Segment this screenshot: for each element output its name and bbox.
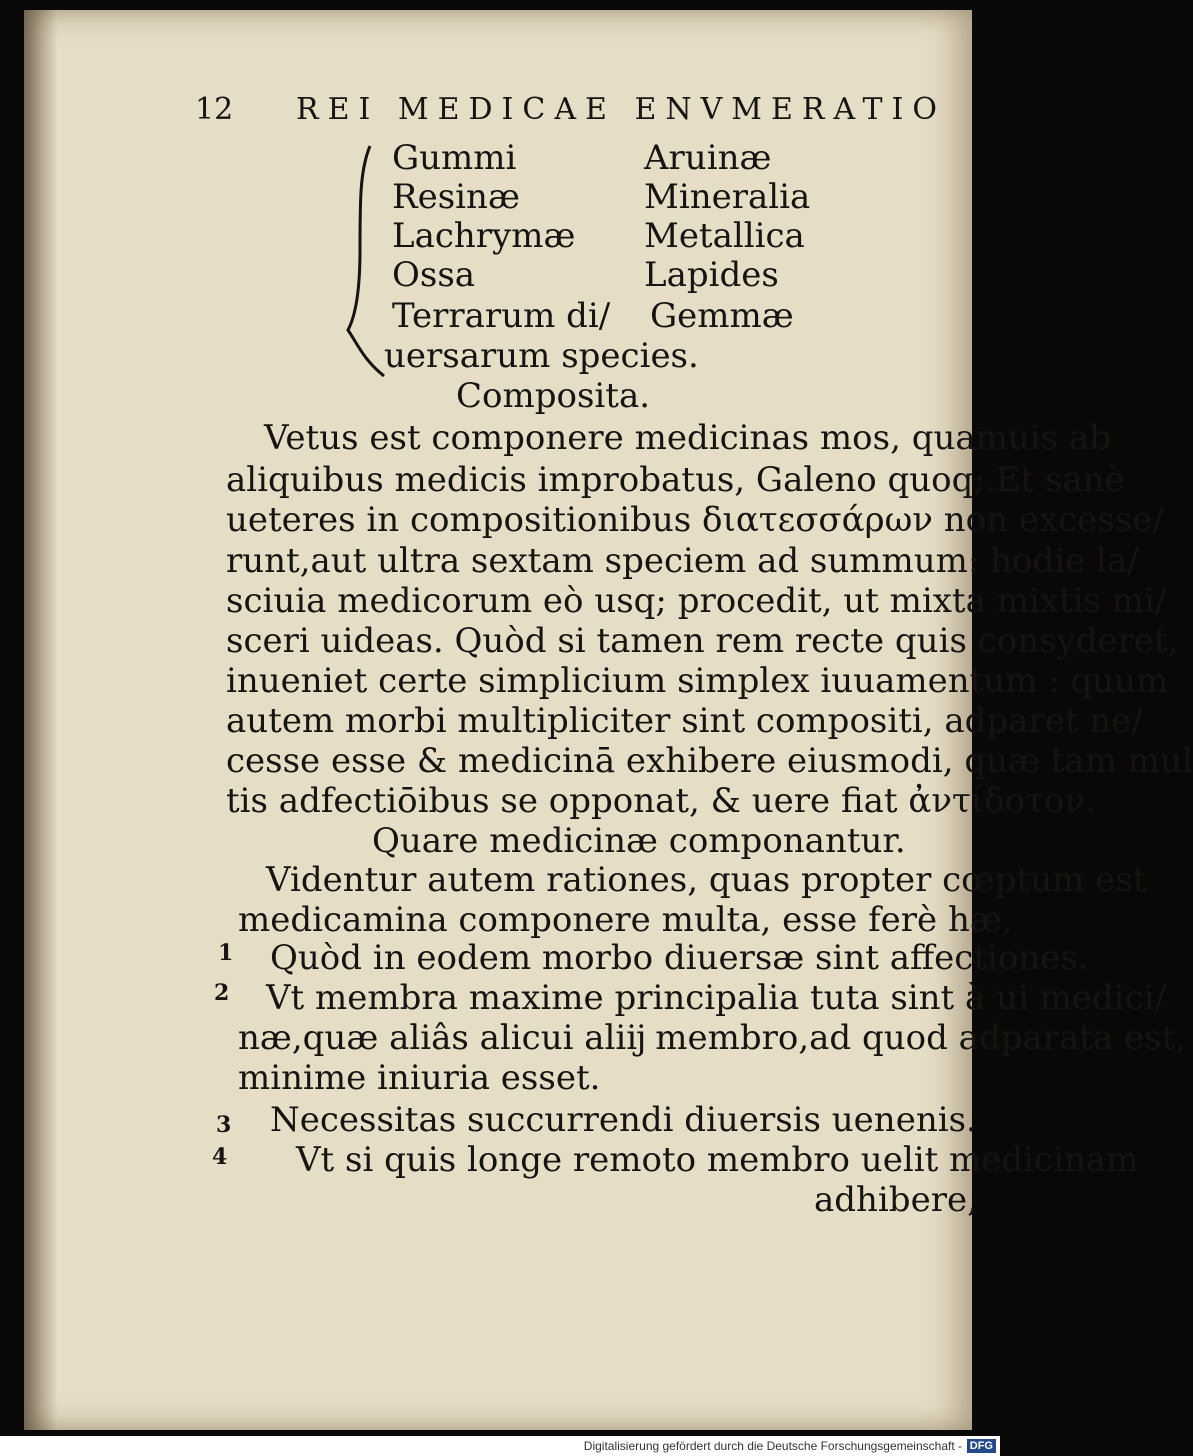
list-item: Lachrymæ [392, 216, 576, 256]
list-item: uersarum species. [384, 336, 699, 376]
list-item: Ossa [392, 255, 476, 295]
paragraph-line: tis adfectiōibus se opponat, & uere fiat ἀντίδοτον. [226, 781, 1096, 821]
paragraph-line: autem morbi multipliciter sint compositi, adparet ne/ [226, 701, 1143, 741]
section-heading: Quare medicinæ componantur. [372, 821, 906, 861]
paragraph-line: aliquibus medicis improbatus, Galeno quoq;.Et sanè [226, 460, 1125, 500]
spine-shadow [24, 10, 58, 1430]
numbered-item-line: adhibere, [814, 1180, 978, 1220]
footer-bar [0, 1436, 1000, 1456]
paragraph-line: Vetus est componere medicinas mos, quamuis ab [264, 418, 1111, 458]
numbered-item-line: Vt si quis longe remoto membro uelit medicinam [296, 1140, 1139, 1180]
list-item: Resinæ [392, 177, 520, 217]
running-title: REI MEDICAE ENVMERATIO [296, 92, 946, 127]
item-number: 1 [218, 940, 234, 966]
dfg-logo: DFG [967, 1439, 996, 1453]
paragraph-line: sceri uideas. Quòd si tamen rem recte quis consyderet, [226, 621, 1179, 661]
item-number: 4 [212, 1144, 228, 1170]
numbered-item-line: Necessitas succurrendi diuersis uenenis. [270, 1100, 977, 1140]
list-brace [336, 140, 390, 380]
numbered-item-line: Vt membra maxime principalia tuta sint à ui medici/ [266, 978, 1167, 1018]
list-item: Gummi [392, 138, 517, 178]
funding-note: Digitalisierung gefördert durch die Deutsche Forschungsgemeinschaft - [583, 1439, 962, 1453]
list-item: Metallica [644, 216, 805, 256]
list-item: Gemmæ [650, 296, 794, 336]
section-heading: Composita. [456, 376, 651, 416]
paragraph-line: cesse esse & medicinā exhibere eiusmodi, quæ tam mul [226, 741, 1193, 781]
numbered-item-line: minime iniuria esset. [238, 1058, 601, 1098]
list-item: Aruinæ [644, 138, 772, 178]
paragraph-line: runt,aut ultra sextam speciem ad summum: hodie la/ [226, 541, 1139, 581]
page-number: 12 [195, 92, 234, 127]
list-item: Mineralia [644, 177, 811, 217]
numbered-item-line: Quòd in eodem morbo diuersæ sint affectiones. [270, 938, 1089, 978]
paragraph-line: ueteres in compositionibus διατεσσάρων non excesse/ [226, 500, 1164, 540]
paragraph-line: Videntur autem rationes, quas propter cœptum est [266, 860, 1147, 900]
paragraph-line: sciuia medicorum eò usq; procedit, ut mixta mixtis mi/ [226, 581, 1167, 621]
paragraph-line: medicamina componere multa, esse ferè hæ, [238, 900, 1013, 940]
numbered-item-line: næ,quæ aliâs alicui aliĳ membro,ad quod adparata est, [238, 1018, 1187, 1058]
list-item: Lapides [644, 255, 779, 295]
list-item: Terrarum di/ [392, 296, 611, 336]
item-number: 2 [214, 980, 230, 1006]
item-number: 3 [216, 1112, 232, 1138]
paragraph-line: inueniet certe simplicium simplex iuuamentum : quum [226, 661, 1169, 701]
